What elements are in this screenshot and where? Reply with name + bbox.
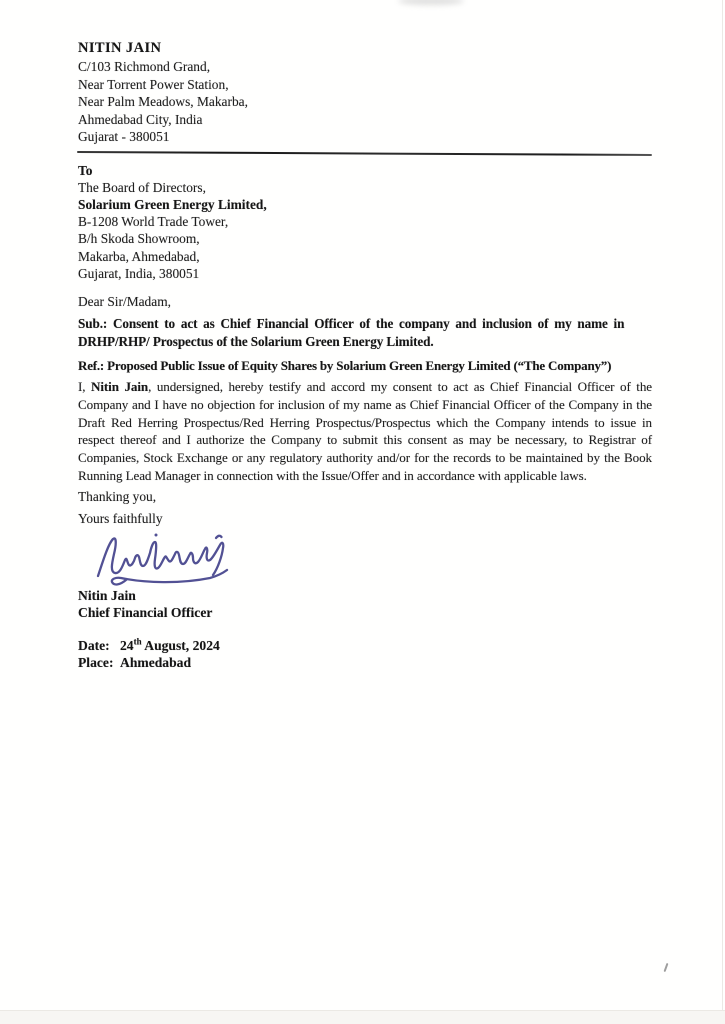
signature-ink xyxy=(90,530,240,588)
signature-accent-stroke xyxy=(216,536,222,538)
subject-line-1 xyxy=(78,315,652,333)
signature-underline-stroke xyxy=(112,570,227,584)
signatory-block xyxy=(78,588,652,621)
recipient-address-line: Gujarat, India, 380051 xyxy=(78,265,200,281)
recipient-address-line: Makarba, Ahmedabad, xyxy=(78,248,200,264)
sender-address-line: Ahmedabad City, India xyxy=(78,111,203,127)
scan-right-edge xyxy=(722,0,723,1024)
header-divider xyxy=(77,151,652,156)
signatory-name: Nitin Jain xyxy=(78,588,136,604)
recipient-block xyxy=(78,162,652,282)
signature-main-stroke xyxy=(98,539,223,577)
stray-pen-mark xyxy=(664,963,669,972)
body-text: , undersigned, hereby testify and accord my consent to act as Chief Financial Officer of the Company and I have no objection for inclusion of my name as Chief Financial Officer of the Company in the Draft Red Herring Prospectus/Red Herring Prospectus/Prospectus which the Company intends to issue in respect thereof and I authorize the Company to submit this consent as may be necessary, to Registrar of Companies, Stock Exchange or any regulatory authority and/or for the records to be maintained by the Book Running Lead Manager in connection with the Issue/Offer and in accordance with applicable laws. xyxy=(78,378,652,484)
sender-address-line: Near Palm Meadows, Makarba, xyxy=(78,94,248,109)
recipient-address-line: B/h Skoda Showroom, xyxy=(78,231,200,247)
signature-i-dot xyxy=(155,534,158,537)
reference-line xyxy=(78,357,652,375)
subject-line-2: DRHP/RHP/ Prospectus of the Solarium Green Energy Limited. xyxy=(78,334,434,350)
recipient-company-name: Solarium Green Energy Limited, xyxy=(78,196,267,212)
signatory-title: Chief Financial Officer xyxy=(78,604,213,620)
recipient-address-line: B-1208 World Trade Tower, xyxy=(78,214,229,230)
subject-label: Sub.: xyxy=(78,315,108,331)
date-row xyxy=(78,633,652,654)
date-value xyxy=(120,638,220,653)
date-day: 24 xyxy=(120,637,134,653)
date-label: Date: xyxy=(78,637,110,653)
place-row xyxy=(78,655,652,672)
salutation: Dear Sir/Madam, xyxy=(78,293,171,309)
sender-name: NITIN JAIN xyxy=(78,40,162,56)
date-ordinal-suffix: th xyxy=(133,636,142,647)
recipient-to-label: To xyxy=(78,162,93,178)
subject-block xyxy=(78,315,652,352)
body-signatory-name: Nitin Jain xyxy=(91,378,149,394)
date-month-year: August, 2024 xyxy=(141,637,220,653)
body-paragraph xyxy=(78,378,652,485)
sender-address-line: C/103 Richmond Grand, xyxy=(78,59,211,74)
reference-label: Ref.: xyxy=(78,357,105,373)
thanking-line: Thanking you, xyxy=(78,489,157,505)
date-place-block xyxy=(78,633,652,671)
sender-address-line: Gujarat - 380051 xyxy=(78,129,170,144)
scan-bottom-edge xyxy=(0,1010,725,1024)
faithfully-line: Yours faithfully xyxy=(78,511,163,527)
place-value: Ahmedabad xyxy=(120,654,192,670)
subject-text-1: Consent to act as Chief Financial Officer of the company and inclusion of my name in xyxy=(113,315,625,331)
recipient-line: The Board of Directors, xyxy=(78,179,206,195)
reference-text: Proposed Public Issue of Equity Shares by Solarium Green Energy Limited (“The Company”) xyxy=(107,357,612,373)
sender-block xyxy=(78,39,652,146)
signature-area xyxy=(90,530,652,586)
sender-address-line: Near Torrent Power Station, xyxy=(78,76,229,92)
place-label: Place: xyxy=(78,654,114,670)
body-intro: I, xyxy=(78,378,92,394)
letter-content xyxy=(78,0,652,671)
